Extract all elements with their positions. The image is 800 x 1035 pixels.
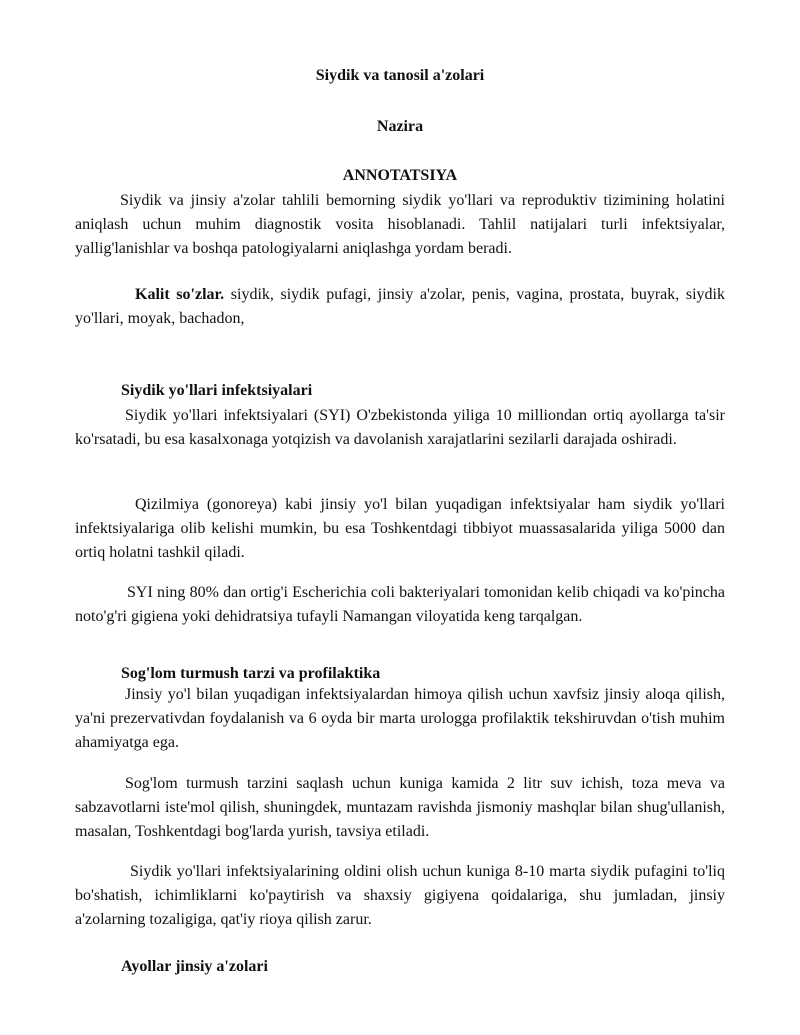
keywords-label: Kalit so'zlar. [135,286,225,303]
keywords-paragraph [75,283,725,331]
paragraph-infections-3: SYI ning 80% dan ortig'i Escherichia coli bakteriyalari tomonidan kelib chiqadi va ko'pincha noto'g'ri gigiena yoki dehidratsiya tufayli Namangan viloyatida keng tarqalgan. [75,584,725,625]
annotation-text: Siydik va jinsiy a'zolar tahlili bemorning siydik yo'llari va reproduktiv tizimining holatini aniqlash uchun muhim diagnostik vosita hisoblanadi. Tahlil natijalari turli infektsiyalar, yallig'lanishlar va boshqa patologiyalarni aniqlashga yordam beradi. [75,192,725,257]
document-author: Nazira [376,118,424,135]
paragraph-lifestyle-3: Siydik yo'llari infektsiyalarining oldini olish uchun kuniga 8-10 marta siydik pufagini to'liq bo'shatish, ichimliklarni ko'paytirish va shaxsiy gigiyena qoidalariga, shu jumladan, jinsiy a'zolarning tozaligiga, qat'iy rioya qilish zarur. [75,863,725,928]
paragraph-lifestyle-1: Jinsiy yo'l bilan yuqadigan infektsiyalardan himoya qilish uchun xavfsiz jinsiy aloqa qilish, ya'ni prezervativdan foydalanish va 6 oyda bir marta urologga profilaktik tekshiruvdan o'tish muhim ahamiyatga ega. [75,686,725,751]
section-heading-infections: Siydik yo'llari infektsiyalari [121,382,313,399]
document-title: Siydik va tanosil a'zolari [315,67,485,84]
paragraph-infections-1: Siydik yo'llari infektsiyalari (SYI) O'zbekistonda yiliga 10 milliondan ortiq ayollarga ta'sir ko'rsatadi, bu esa kasalxonaga yotqizish va davolanish xarajatlarini sezilarli darajada oshiradi. [75,407,725,448]
annotation-heading: ANNOTATSIYA [342,167,458,184]
section-heading-female-organs: Ayollar jinsiy a'zolari [121,958,268,975]
keywords-text: siydik, siydik pufagi, jinsiy a'zolar, penis, vagina, prostata, buyrak, siydik yo'llari, moyak, bachadon, [75,286,725,327]
paragraph-infections-2: Qizilmiya (gonoreya) kabi jinsiy yo'l bilan yuqadigan infektsiyalar ham siydik yo'llari infektsiyalariga olib kelishi mumkin, bu esa Toshkentdagi tibbiyot muassasalarida yiliga 5000 dan ortiq holatni tashkil qiladi. [75,496,725,561]
paragraph-lifestyle-2: Sog'lom turmush tarzini saqlash uchun kuniga kamida 2 litr suv ichish, toza meva va sabzavotlarni iste'mol qilish, shuningdek, muntazam ravishda jismoniy mashqlar bilan shug'ullanish, masalan, Toshkentdagi bog'larda yurish, tavsiya etiladi. [75,775,725,840]
section-heading-lifestyle: Sog'lom turmush tarzi va profilaktika [121,665,381,682]
